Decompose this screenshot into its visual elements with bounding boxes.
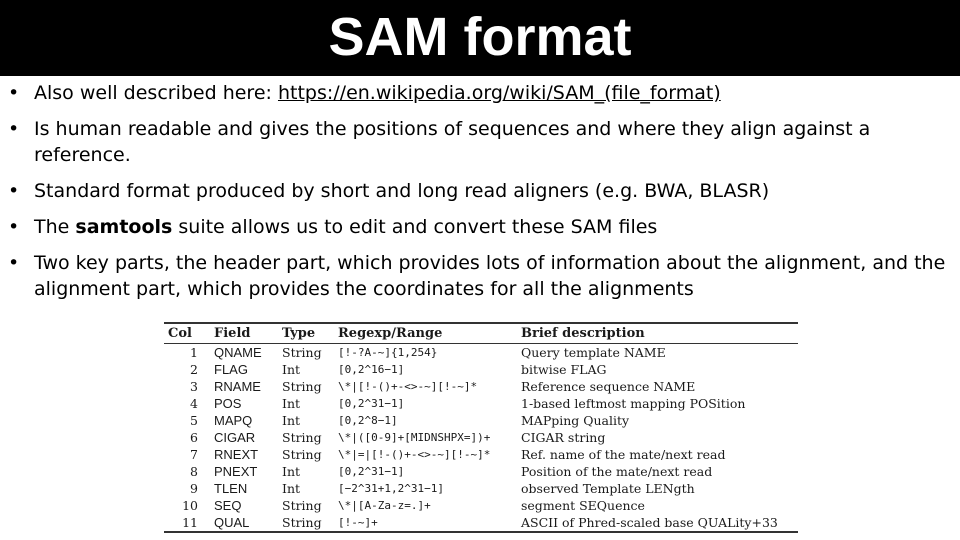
cell-field: RNAME bbox=[214, 379, 261, 394]
cell-type: Int bbox=[282, 413, 301, 428]
cell-desc: MAPping Quality bbox=[521, 413, 630, 428]
bullet-item bbox=[8, 116, 948, 168]
cell-field: QUAL bbox=[214, 515, 250, 530]
bullet-marker: • bbox=[8, 216, 20, 238]
cell-col: 1 bbox=[190, 345, 198, 360]
bullet-list bbox=[8, 80, 948, 312]
cell-regex: [!-~]+ bbox=[338, 516, 378, 529]
cell-field: FLAG bbox=[214, 362, 248, 377]
cell-regex: [!-?A-~]{1,254} bbox=[338, 346, 438, 359]
cell-type: String bbox=[282, 498, 322, 513]
cell-field: SEQ bbox=[214, 498, 242, 513]
table-row bbox=[164, 378, 798, 395]
cell-type: String bbox=[282, 430, 322, 445]
cell-col: 4 bbox=[190, 396, 198, 411]
cell-field: CIGAR bbox=[214, 430, 256, 445]
cell-desc: Query template NAME bbox=[521, 345, 666, 360]
header-field: Field bbox=[214, 326, 251, 341]
cell-regex: [0,2^16−1] bbox=[338, 363, 405, 376]
title-bar bbox=[0, 0, 960, 76]
cell-regex: [0,2^31−1] bbox=[338, 465, 405, 478]
cell-regex: [0,2^8−1] bbox=[338, 414, 398, 427]
cell-col: 10 bbox=[182, 498, 198, 513]
cell-desc: Ref. name of the mate/next read bbox=[521, 447, 726, 462]
cell-col: 7 bbox=[190, 447, 198, 462]
cell-type: String bbox=[282, 379, 322, 394]
bullet-marker: • bbox=[8, 118, 20, 140]
sam-fields-table bbox=[164, 322, 798, 533]
cell-type: String bbox=[282, 515, 322, 530]
bullet-item bbox=[8, 214, 948, 240]
cell-field: TLEN bbox=[214, 481, 248, 496]
cell-field: POS bbox=[214, 396, 242, 411]
header-col: Col bbox=[168, 326, 192, 341]
cell-type: Int bbox=[282, 481, 301, 496]
table-row bbox=[164, 514, 798, 532]
cell-col: 3 bbox=[190, 379, 198, 394]
cell-regex: [0,2^31−1] bbox=[338, 397, 405, 410]
cell-field: MAPQ bbox=[214, 413, 253, 428]
cell-field: PNEXT bbox=[214, 464, 258, 479]
cell-field: QNAME bbox=[214, 345, 262, 360]
cell-type: String bbox=[282, 447, 322, 462]
table-header-row bbox=[164, 323, 798, 344]
header-description: Brief description bbox=[521, 326, 645, 341]
table-body bbox=[164, 344, 798, 533]
bullet-item bbox=[8, 178, 948, 204]
bullet-item bbox=[8, 80, 948, 106]
cell-field: RNEXT bbox=[214, 447, 259, 462]
cell-col: 8 bbox=[190, 464, 198, 479]
cell-col: 11 bbox=[182, 515, 198, 530]
cell-desc: segment SEQuence bbox=[521, 498, 645, 513]
cell-col: 2 bbox=[190, 362, 198, 377]
cell-col: 9 bbox=[190, 481, 198, 496]
bullet-marker: • bbox=[8, 82, 20, 104]
table-row bbox=[164, 361, 798, 378]
wikipedia-link[interactable]: https://en.wikipedia.org/wiki/SAM_(file_format) bbox=[277, 82, 721, 104]
bullet-text: suite allows us to edit and convert these SAM files bbox=[172, 216, 658, 238]
table-row bbox=[164, 463, 798, 480]
sam-fields-table-image bbox=[164, 322, 798, 528]
cell-type: Int bbox=[282, 362, 301, 377]
cell-col: 6 bbox=[190, 430, 198, 445]
bullet-marker: • bbox=[8, 180, 20, 202]
bullet-item bbox=[8, 250, 948, 302]
cell-desc: ASCII of Phred-scaled base QUALity+33 bbox=[521, 515, 778, 530]
bullet-text: Two key parts, the header part, which provides lots of information about the alignment, and the alignment part, which provides the coordinates for all the alignments bbox=[34, 252, 946, 300]
cell-type: Int bbox=[282, 396, 301, 411]
samtools-text: samtools bbox=[75, 216, 173, 238]
bullet-text: Also well described here: bbox=[34, 82, 278, 104]
cell-desc: CIGAR string bbox=[521, 430, 606, 445]
bullet-text: The bbox=[34, 216, 76, 238]
table-row bbox=[164, 480, 798, 497]
cell-regex: \*|([0-9]+[MIDNSHPX=])+ bbox=[338, 431, 491, 444]
table-row bbox=[164, 429, 798, 446]
cell-regex: \*|[!-()+-<>-~][!-~]* bbox=[338, 380, 478, 393]
cell-col: 5 bbox=[190, 413, 198, 428]
cell-desc: observed Template LENgth bbox=[521, 481, 695, 496]
cell-desc: bitwise FLAG bbox=[521, 362, 607, 377]
table-row bbox=[164, 446, 798, 463]
bullet-text: Is human readable and gives the positions of sequences and where they align against a reference. bbox=[34, 118, 871, 166]
cell-regex: [−2^31+1,2^31−1] bbox=[338, 482, 444, 495]
cell-type: Int bbox=[282, 464, 301, 479]
bullet-marker: • bbox=[8, 252, 20, 274]
cell-desc: 1-based leftmost mapping POSition bbox=[521, 396, 746, 411]
cell-desc: Reference sequence NAME bbox=[521, 379, 696, 394]
table-row bbox=[164, 344, 798, 362]
cell-regex: \*|=|[!-()+-<>-~][!-~]* bbox=[338, 448, 491, 461]
table-row bbox=[164, 395, 798, 412]
cell-desc: Position of the mate/next read bbox=[521, 464, 713, 479]
header-regex: Regexp/Range bbox=[338, 326, 443, 341]
header-type: Type bbox=[282, 326, 316, 341]
table-row bbox=[164, 497, 798, 514]
cell-type: String bbox=[282, 345, 322, 360]
cell-regex: \*|[A-Za-z=.]+ bbox=[338, 499, 431, 512]
table-row bbox=[164, 412, 798, 429]
bullet-text: Standard format produced by short and long read aligners (e.g. BWA, BLASR) bbox=[34, 180, 770, 202]
slide-title: SAM format bbox=[328, 7, 632, 67]
